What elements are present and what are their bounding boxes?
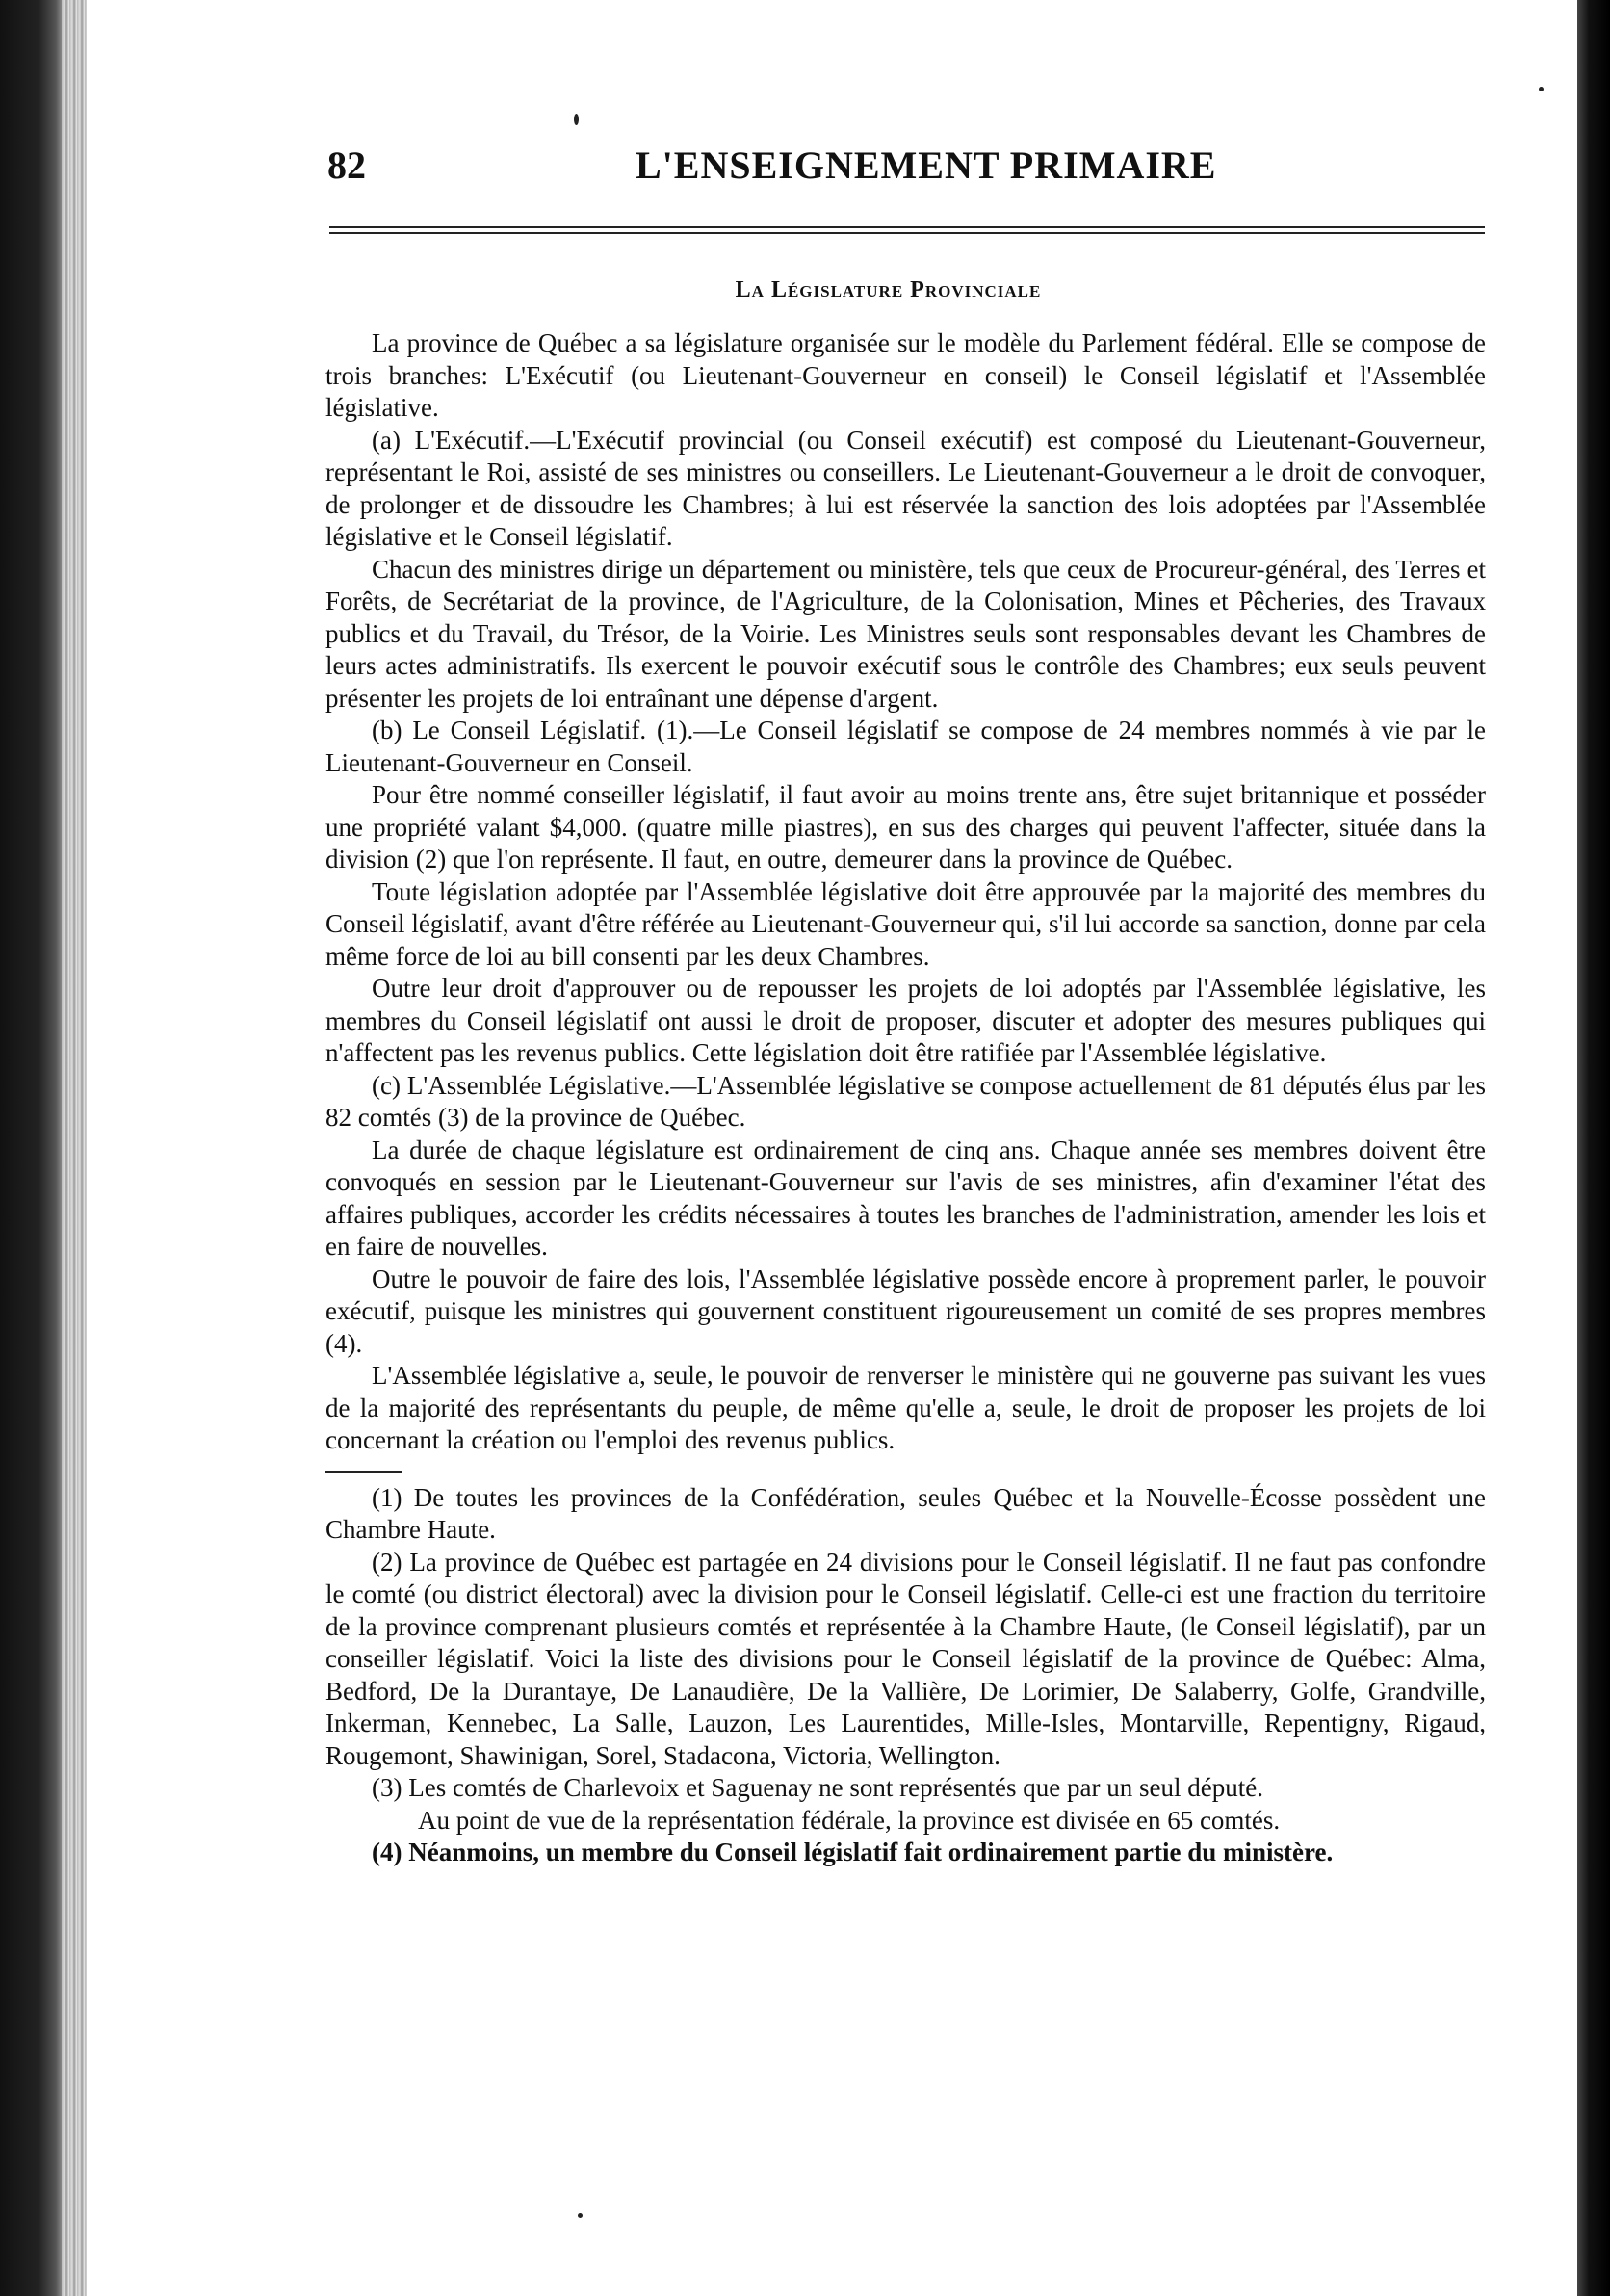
section-title: La Législature Provinciale (735, 277, 1042, 302)
footnote: (2) La province de Québec est partagée en 24 divisions pour le Conseil législatif. Il ne faut pas confondre le comté (ou district électoral) avec la division pour le Conseil législatif. Celle-ci est une fraction du territoire de la province comprenant plusieurs comtés et représentée à la Chambre Haute, (le Conseil législatif), par un conseiller législatif. Voici la liste des divisions pour le Conseil législatif de la province de Québec: Alma, Bedford, De la Durantaye, De Lanaudière, De la Vallière, De Lorimier, De Salaberry, Golfe, Grandville, Inkerman, Kennebec, La Salle, Lauzon, Les Laurentides, Mille-Isles, Montarville, Repentigny, Rigaud, Rougemont, Shawinigan, Sorel, Stadacona, Victoria, Wellington. (325, 1547, 1486, 1770)
book-page (299, 135, 1486, 2061)
page-edge-strip (62, 0, 87, 2296)
paragraph: (b) Le Conseil Législatif. (1).—Le Conseil législatif se compose de 24 membres nommés à vie par le Lieutenant-Gouverneur en Conseil. (325, 716, 1486, 777)
footnote: (3) Les comtés de Charlevoix et Saguenay ne sont représentés que par un seul député. (372, 1773, 1263, 1802)
footnote-separator (325, 1471, 402, 1473)
paragraph: Pour être nommé conseiller législatif, il faut avoir au moins trente ans, être sujet britannique et posséder une propriété valant $4,000. (quatre mille piastres), en sus des charges qui peuvent l'affecter, située dans la division (2) que l'on représente. Il faut, en outre, demeurer dans la province de Québec. (325, 780, 1486, 874)
scan-speck (578, 2213, 583, 2218)
paragraph: La durée de chaque législature est ordinairement de cinq ans. Chaque année ses membres doivent être convoqués en session par le Lieutenant-Gouverneur sur l'avis de ses ministres, afin d'examiner l'état des affaires publiques, accorder les crédits nécessaires à toutes les branches de l'administration, amender les lois et en faire de nouvelles. (325, 1135, 1486, 1261)
footnote: (1) De toutes les provinces de la Confédération, seules Québec et la Nouvelle-Écosse possèdent une Chambre Haute. (325, 1482, 1486, 1544)
paragraph: Toute législation adoptée par l'Assemblée législative doit être approuvée par la majorité des membres du Conseil législatif, avant d'être référée au Lieutenant-Gouverneur qui, s'il lui accorde sa sanction, donne par cela même force de loi au bill consenti par les deux Chambres. (325, 876, 1486, 971)
paragraph: Outre leur droit d'approuver ou de repousser les projets de loi adoptés par l'Assemblée législative, les membres du Conseil législatif ont aussi le droit de proposer, discuter et adopter des mesures publiques qui n'affectent pas les revenus publics. Cette législation doit être ratifiée par l'Assemblée législative. (325, 974, 1486, 1067)
scan-border-left (0, 0, 62, 2296)
page-header (299, 135, 1478, 193)
paragraph: (a) L'Exécutif.—L'Exécutif provincial (ou Conseil exécutif) est composé du Lieutenant-Gouverneur, représentant le Roi, assisté de ses ministres ou conseillers. Le Lieutenant-Gouverneur a le droit de convoquer, de prolonger et de dissoudre les Chambres; à lui est réservée la sanction des lois adoptées par l'Assemblée législative et le Conseil législatif. (325, 425, 1486, 551)
scan-speck (574, 114, 579, 125)
scan-border-right (1577, 0, 1610, 2296)
paragraph: (c) L'Assemblée Législative.—L'Assemblée législative se compose actuellement de 81 députés élus par les 82 comtés (3) de la province de Québec. (325, 1070, 1486, 1132)
header-rule-bottom (329, 232, 1485, 234)
header-double-rule (329, 226, 1485, 238)
header-rule-top (329, 226, 1485, 228)
paragraph: Chacun des ministres dirige un département ou ministère, tels que ceux de Procureur-général, des Terres et Forêts, de Secrétariat de la province, de l'Agriculture, de la Colonisation, Mines et Pêcheries, des Travaux publics et du Travail, du Trésor, de la Voirie. Les Ministres seuls sont responsables devant les Chambres de leurs actes administratifs. Ils exercent le pouvoir exécutif sous le contrôle des Chambres; eux seuls peuvent présenter les projets de loi entraînant une dépense d'argent. (325, 554, 1486, 713)
footnotes (325, 1482, 1486, 1869)
footnote: (4) Néanmoins, un membre du Conseil législatif fait ordinairement partie du ministère. (372, 1838, 1334, 1866)
paragraph: La province de Québec a sa législature organisée sur le modèle du Parlement fédéral. Elle se compose de trois branches: L'Exécutif (ou Lieutenant-Gouverneur en conseil) le Conseil législatif et l'Assemblée législative. (325, 328, 1486, 422)
running-title: L'ENSEIGNEMENT PRIMAIRE (636, 144, 1217, 187)
page-number: 82 (327, 144, 366, 187)
footnote-continuation: Au point de vue de la représentation fédérale, la province est divisée en 65 comtés. (418, 1805, 1281, 1835)
body-text (325, 327, 1486, 1869)
scan-speck (1539, 87, 1544, 91)
paragraph: L'Assemblée législative a, seule, le pouvoir de renverser le ministère qui ne gouverne pas suivant les vues de la majorité des représentants du peuple, de même qu'elle a, seule, le droit de proposer les projets de loi concernant la création ou l'emploi des revenus publics. (325, 1361, 1486, 1454)
paragraph: Outre le pouvoir de faire des lois, l'Assemblée législative possède encore à proprement parler, le pouvoir exécutif, puisque les ministres qui gouvernent constituent rigoureusement un comité de ses propres membres (4). (325, 1264, 1486, 1358)
